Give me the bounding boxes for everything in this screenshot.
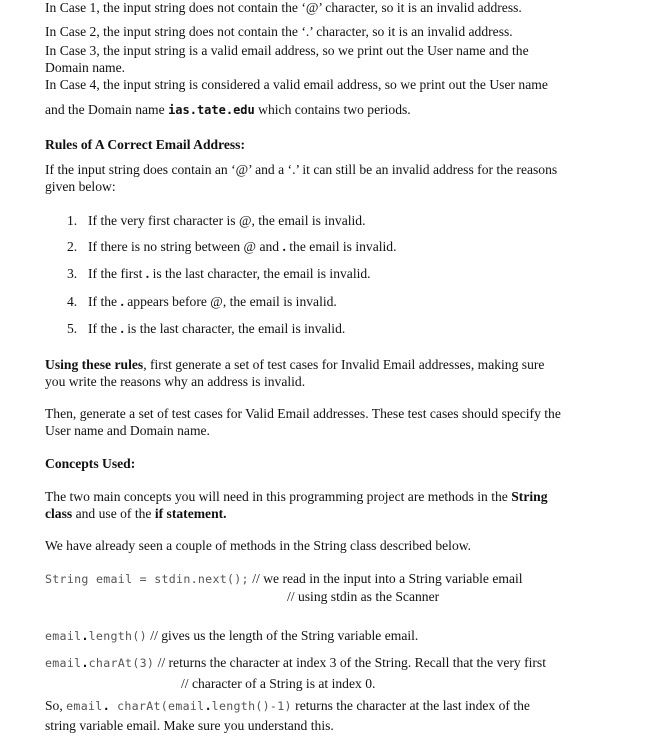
code-dot: . bbox=[81, 656, 89, 670]
code-text: So, bbox=[45, 698, 67, 713]
then-text: Then, generate a set of test cases for Valid Email addresses. These test cases should specify the bbox=[45, 406, 561, 421]
rule-text: If there is no string between @ and bbox=[88, 239, 283, 254]
rule-item bbox=[88, 213, 366, 229]
code-line-3 bbox=[45, 655, 546, 671]
code-snippet: String email = stdin.next(); bbox=[45, 572, 249, 586]
concepts-bold-class: class bbox=[45, 506, 73, 521]
concepts-heading: Concepts Used: bbox=[45, 456, 136, 471]
code-line-4 bbox=[45, 698, 530, 714]
rule-text: is the last character, the email is invalid. bbox=[123, 321, 346, 336]
rule-dot: . bbox=[145, 266, 150, 281]
concepts-bold-string: String bbox=[511, 489, 548, 504]
code-comment: // we read in the input into a String variable email bbox=[248, 571, 523, 586]
code-snippet: charAt(3) bbox=[88, 656, 155, 670]
rule-text: is the last character, the email is invalid. bbox=[149, 266, 371, 281]
rule-dot: . bbox=[120, 294, 124, 309]
code-comment-cont: // character of a String is at index 0. bbox=[181, 676, 376, 691]
code-snippet: length()-1) bbox=[211, 699, 292, 713]
code-line-4-cont: string variable email. Make sure you understand this. bbox=[45, 718, 334, 733]
rule-item bbox=[88, 321, 345, 337]
case-4-pre: and the Domain name bbox=[45, 102, 169, 117]
code-dot: . bbox=[102, 699, 110, 713]
rule-text: appears before @, the email is invalid. bbox=[123, 294, 337, 309]
rule-item bbox=[88, 239, 397, 255]
case-4-domain: ias.tate.edu bbox=[168, 103, 255, 117]
using-rules-cont: you write the reasons why an address is invalid. bbox=[45, 374, 306, 389]
code-snippet: length() bbox=[88, 629, 147, 643]
rule-item bbox=[88, 266, 371, 282]
rule-dot: . bbox=[120, 321, 124, 336]
code-snippet: email bbox=[66, 699, 103, 713]
case-4-text: In Case 4, the input string is considered a valid email address, so we print out the User name bbox=[45, 77, 548, 92]
rule-text: If the bbox=[88, 321, 121, 336]
rules-intro-cont: given below: bbox=[45, 179, 116, 194]
rule-dot: . bbox=[282, 239, 286, 254]
code-dot: . bbox=[204, 699, 212, 713]
rule-number: 2. bbox=[67, 239, 78, 254]
code-dot: . bbox=[81, 629, 89, 643]
rule-number: 1. bbox=[67, 213, 78, 228]
methods-intro: We have already seen a couple of methods in the String class described below. bbox=[45, 538, 472, 553]
rule-text: the email is invalid. bbox=[285, 239, 397, 254]
rule-number: 5. bbox=[67, 321, 78, 336]
rule-text: If the bbox=[88, 294, 121, 309]
concepts-text: The two main concepts you will need in this programming project are methods in the bbox=[45, 489, 512, 504]
using-rules-bold: Using these rules bbox=[45, 357, 144, 372]
code-line-2 bbox=[45, 628, 418, 644]
code-comment: // returns the character at index 3 of the String. Recall that the very first bbox=[154, 655, 546, 670]
concepts-paragraph bbox=[45, 489, 548, 505]
case-3-text: In Case 3, the input string is a valid email address, so we print out the User name and the bbox=[45, 43, 529, 58]
case-1-text: In Case 1, the input string does not contain the ‘@’ character, so it is an invalid address. bbox=[45, 0, 522, 15]
code-snippet: charAt(email bbox=[109, 699, 205, 713]
concepts-bold-if: if statement. bbox=[154, 506, 227, 521]
rule-item bbox=[88, 294, 337, 310]
rules-heading: Rules of A Correct Email Address: bbox=[45, 137, 245, 152]
concepts-paragraph-cont bbox=[45, 506, 227, 522]
case-4-text-cont bbox=[45, 102, 411, 118]
using-rules-text bbox=[45, 357, 544, 373]
code-snippet: email bbox=[45, 629, 82, 643]
concepts-text: and use of the bbox=[72, 506, 155, 521]
code-comment: // gives us the length of the String variable email. bbox=[146, 628, 419, 643]
then-text-cont: User name and Domain name. bbox=[45, 423, 210, 438]
case-4-post: which contains two periods. bbox=[254, 102, 411, 117]
rule-text: If the first bbox=[88, 266, 146, 281]
rule-number: 4. bbox=[67, 294, 78, 309]
rules-intro: If the input string does contain an ‘@’ and a ‘.’ it can still be an invalid address for the reasons bbox=[45, 162, 558, 177]
code-comment-cont: // using stdin as the Scanner bbox=[287, 589, 440, 604]
case-3-text-cont: Domain name. bbox=[45, 60, 126, 75]
using-rules-rest: , first generate a set of test cases for Invalid Email addresses, making sure bbox=[143, 357, 545, 372]
rule-number: 3. bbox=[67, 266, 78, 281]
case-2-text: In Case 2, the input string does not contain the ‘.’ character, so it is an invalid address. bbox=[45, 24, 513, 39]
code-snippet: email bbox=[45, 656, 82, 670]
code-line-1 bbox=[45, 571, 523, 587]
code-text: returns the character at the last index of the bbox=[291, 698, 530, 713]
rule-text: If the very first character is @, the email is invalid. bbox=[88, 213, 366, 228]
